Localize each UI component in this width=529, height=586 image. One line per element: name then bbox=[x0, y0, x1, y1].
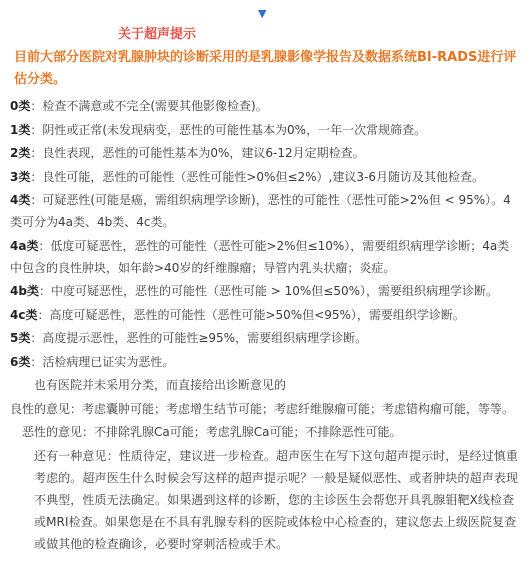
category-label: 4类 bbox=[10, 193, 31, 207]
category-text: ：高度可疑恶性，恶性的可能性（恶性可能>50%但<95%），需要组织学诊断。 bbox=[37, 307, 465, 322]
category-label: 4a类 bbox=[10, 238, 39, 253]
category-3 bbox=[10, 166, 520, 188]
intro-paragraph: 目前大部分医院对乳腺肿块的诊断采用的是乳腺影像学报告及数据系统BI-RADS进行评估分类。 bbox=[14, 50, 517, 87]
category-text: ：可疑恶性(可能是癌，需组织病理学诊断)，恶性的可能性（恶性可能>2%但 < 95%）。4类可分为4a类、4b类、4c类。 bbox=[10, 193, 511, 229]
section-title: 关于超声提示 bbox=[118, 27, 197, 42]
content-body bbox=[10, 95, 520, 556]
category-text: ：低度可疑恶性，恶性的可能性（恶性可能>2%但≤10%），需要组织病理学诊断；4a类中包含的良性肿块，如年龄>40岁的纤维腺瘤；导管内乳头状瘤；炎症。 bbox=[10, 238, 510, 275]
category-label: 4c类 bbox=[10, 307, 38, 322]
alt-practice-line: 也有医院并未采用分类，而直接给出诊断意见的 bbox=[34, 378, 287, 392]
category-text: ：阴性或正常(未发现病变，恶性的可能性基本为0%，一年一次常规筛查。 bbox=[30, 122, 427, 137]
malignant-opinion-paragraph: 恶性的意见：不排除乳腺Ca可能；考虑乳腺Ca可能；不排除恶性可能。 bbox=[22, 425, 402, 439]
category-label: 5类 bbox=[10, 331, 31, 345]
category-label: 1类 bbox=[10, 122, 31, 137]
category-0 bbox=[10, 95, 520, 117]
category-4c bbox=[10, 304, 520, 326]
category-text: ：检查不满意或不完全(需要其他影像检查)。 bbox=[30, 99, 268, 113]
category-text: ：活检病理已证实为恶性。 bbox=[30, 354, 175, 369]
section-marker-icon: ▼ bbox=[258, 7, 267, 20]
category-4 bbox=[10, 189, 520, 233]
undetermined-opinion-paragraph: 还有一种意见：性质待定，建议进一步检查。超声医生在写下这句超声提示时，是经过慎重考虑的。超声医生什么时候会写这样的超声提示呢？一般是疑似恶性、或者肿块的超声表现不典型，性质无法确定。如果遇到这样的诊断，您的主诊医生会帮您开具乳腺钼靶X线检查或MRI检查。如果您是在不具有乳腺专科的医院或体检中心检查的，建议您去上级医院复查或做其他的检查确诊，必要时穿刺活检或手术。 bbox=[34, 448, 519, 551]
category-2 bbox=[10, 142, 520, 164]
category-text: ：良性可能，恶性的可能性（恶性可能性>0%但≤2%）,建议3-6月随访及其他检查。 bbox=[30, 169, 484, 184]
category-label: 3类 bbox=[10, 169, 31, 184]
category-text: ：高度提示恶性，恶性的可能性≥95%，需要组织病理学诊断。 bbox=[30, 331, 368, 345]
category-4a bbox=[10, 235, 520, 279]
category-label: 2类 bbox=[10, 146, 31, 160]
category-text: ：良性表现，恶性的可能性基本为0%，建议6-12月定期检查。 bbox=[30, 146, 365, 160]
category-4b bbox=[10, 280, 520, 302]
category-6 bbox=[10, 351, 520, 373]
category-1 bbox=[10, 119, 520, 141]
benign-opinion-paragraph: 良性的意见：考虑囊肿可能；考虑增生结节可能；考虑纤维腺瘤可能；考虑错构瘤可能，等等。 bbox=[10, 401, 515, 416]
category-label: 4b类 bbox=[10, 284, 39, 298]
category-label: 0类 bbox=[10, 99, 31, 113]
category-label: 6类 bbox=[10, 354, 31, 369]
category-text: ：中度可疑恶性，恶性的可能性（恶性可能 > 10%但≤50%），需要组织病理学诊断。 bbox=[38, 284, 499, 298]
category-5 bbox=[10, 327, 520, 349]
